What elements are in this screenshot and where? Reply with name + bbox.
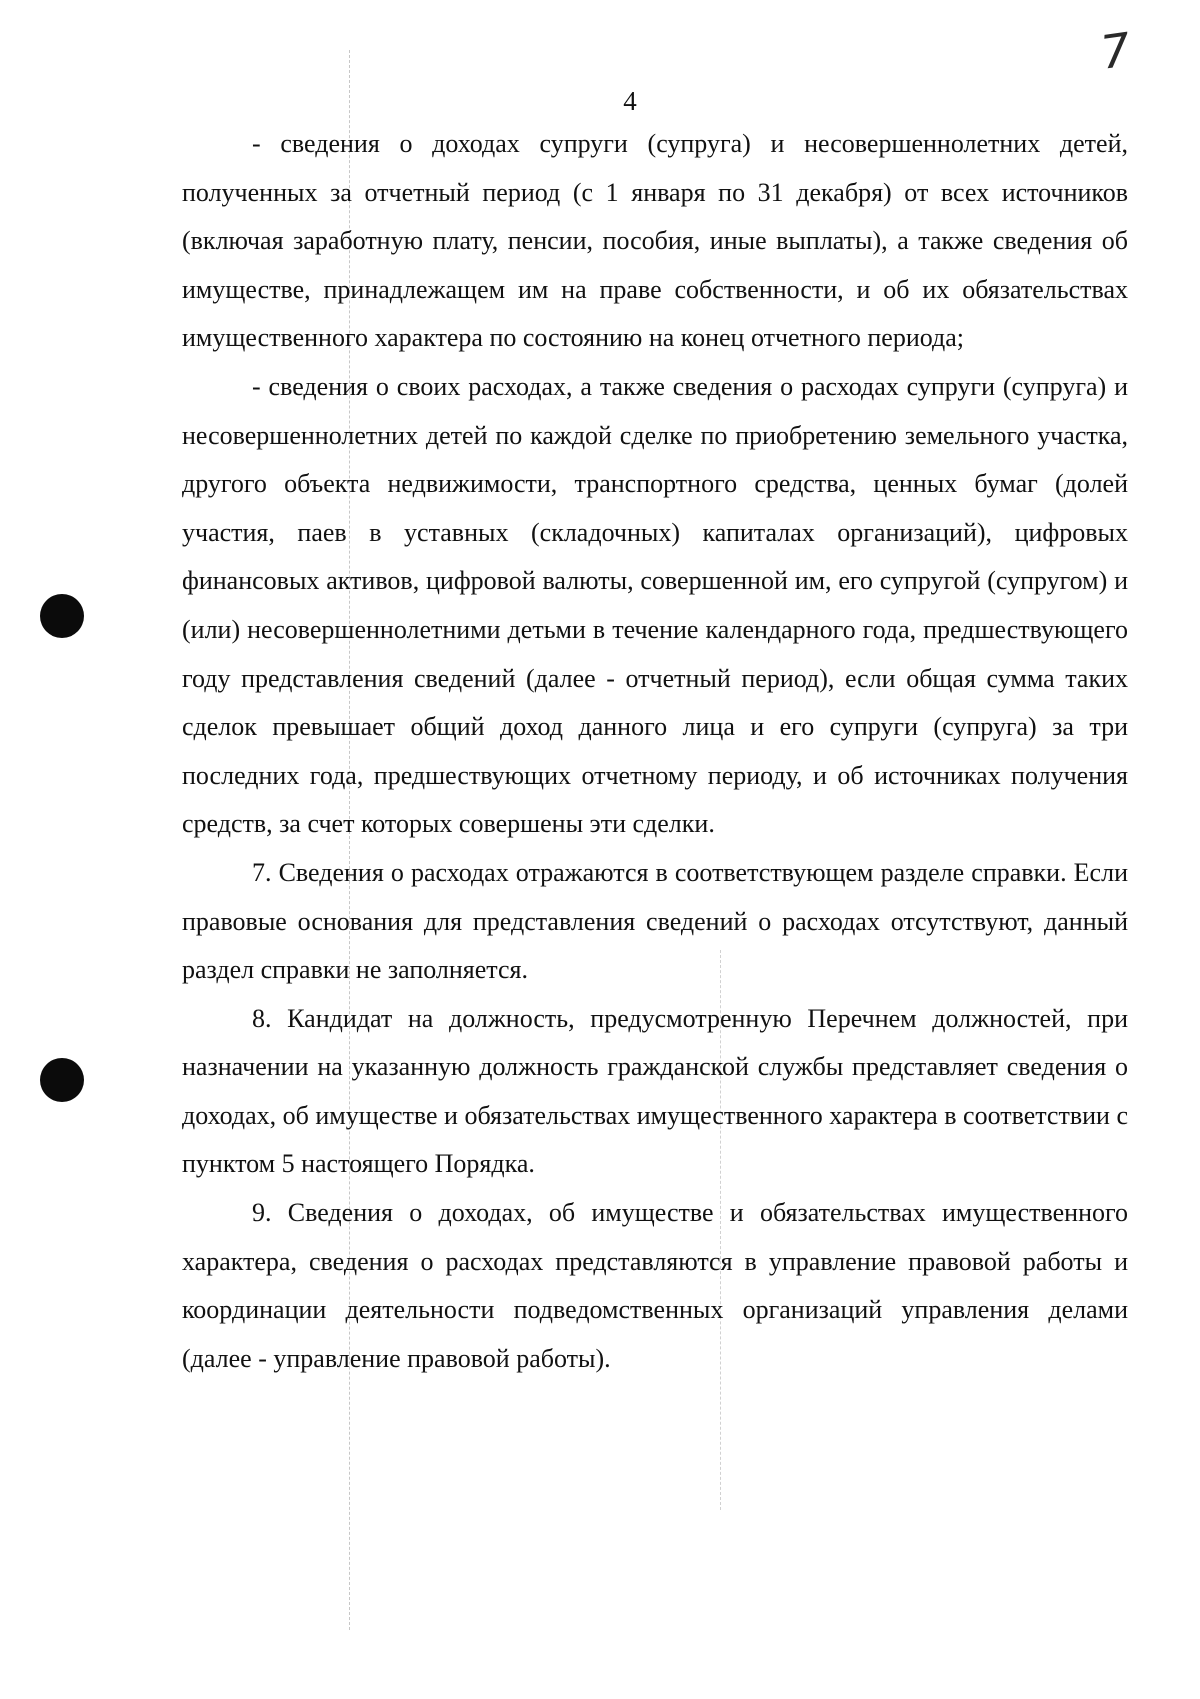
handwritten-page-mark: 7: [1097, 22, 1134, 80]
paragraph-item-8: 8. Кандидат на должность, предусмотренную Перечнем должностей, при назначении на указанную должность гражданской службы представляет сведения о доходах, об имуществе и обязательствах имущественного характера в соответствии с пунктом 5 настоящего Порядка.: [182, 1003, 1128, 1179]
document-body: [182, 120, 1128, 1383]
paragraph-spouse-income: - сведения о доходах супруги (супруга) и несовершеннолетних детей, полученных за отчетный период (с 1 января по 31 декабря) от всех источников (включая заработную плату, пенсии, пособия, иные выплаты), а также сведения об имуществе, принадлежащем им на праве собственности, и об их обязательствах имущественного характера по состоянию на конец отчетного периода;: [182, 129, 1128, 353]
page-number: 4: [623, 86, 637, 116]
paragraph-item-9: 9. Сведения о доходах, об имуществе и обязательствах имущественного характера, сведения о расходах представляются в управление правовой работы и координации деятельности подведомственных организаций управления делами (далее - управление правовой работы).: [182, 1198, 1128, 1373]
punch-hole: [40, 1058, 84, 1102]
punch-hole: [40, 594, 84, 638]
paragraph-expenses: - сведения о своих расходах, а также сведения о расходах супруги (супруга) и несовершеннолетних детей по каждой сделке по приобретению земельного участка, другого объекта недвижимости, транспортного средства, ценных бумаг (долей участия, паев в уставных (складочных) капиталах организаций), цифровых финансовых активов, цифровой валюты, совершенной им, его супругой (супругом) и (или) несовершеннолетними детьми в течение календарного года, предшествующего году представления сведений (далее - отчетный период), если общая сумма таких сделок превышает общий доход данного лица и его супруги (супруга) за три последних года, предшествующих отчетному периоду, и об источниках получения средств, за счет которых совершены эти сделки.: [182, 371, 1128, 839]
paragraph-item-7: 7. Сведения о расходах отражаются в соответствующем разделе справки. Если правовые основания для представления сведений о расходах отсутствуют, данный раздел справки не заполняется.: [182, 857, 1128, 985]
